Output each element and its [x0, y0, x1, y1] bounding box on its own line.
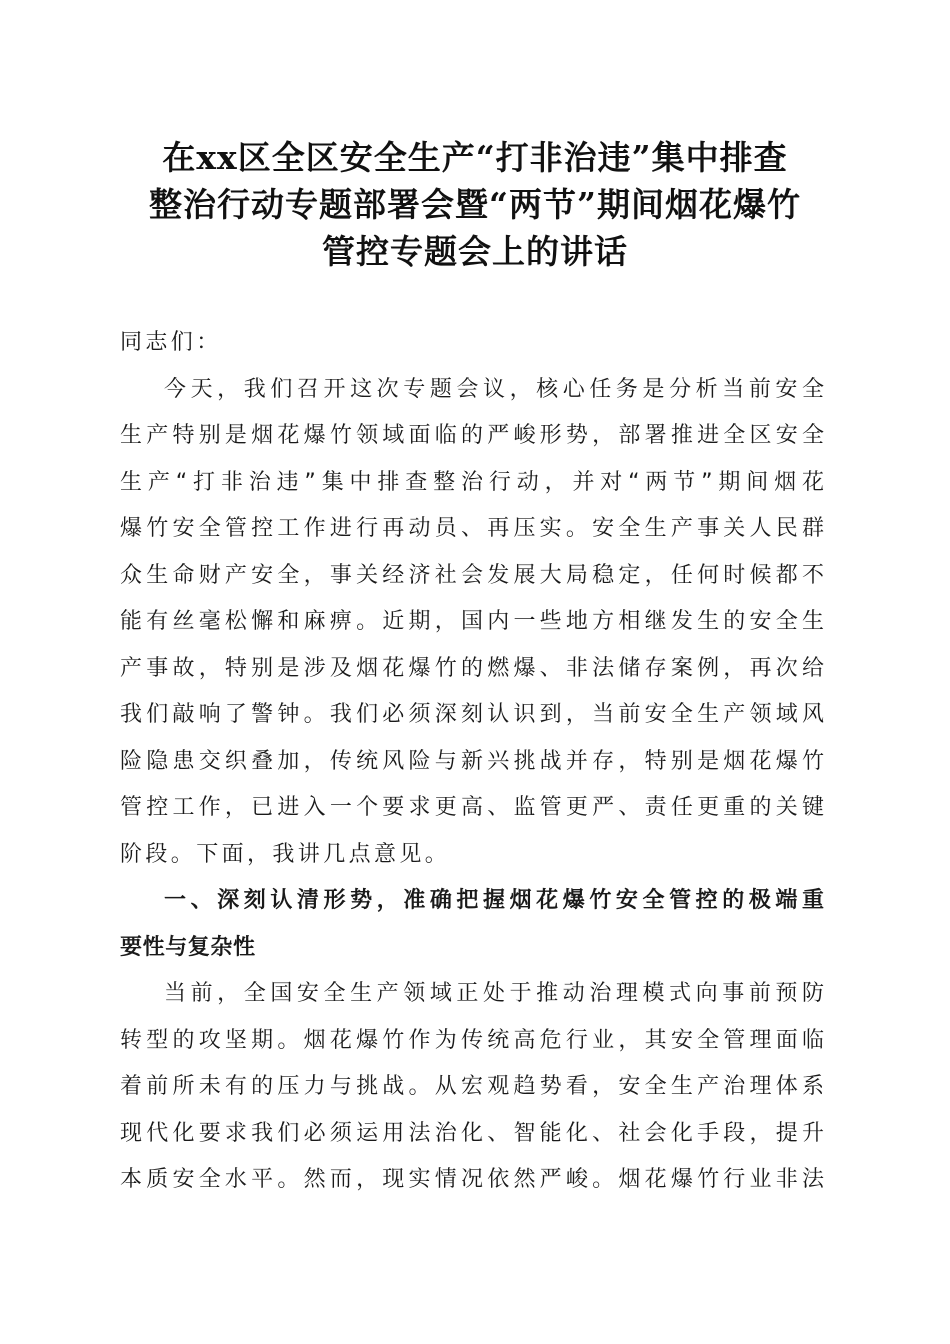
text-line: 我们敲响了警钟。我们必须深刻认识到，当前安全生产领域风: [120, 702, 824, 727]
document-body: [120, 320, 824, 1204]
title-line: 在xx区全区安全生产“打非治违”集中排查: [162, 138, 788, 177]
text-line: 本质安全水平。然而，现实情况依然严峻。烟花爆竹行业非法: [120, 1167, 824, 1192]
paragraph-intro: [120, 367, 824, 879]
text-line: 险隐患交织叠加，传统风险与新兴挑战并存，特别是烟花爆竹: [120, 748, 824, 774]
text-line: 生产特别是烟花爆竹领域面临的严峻形势，部署推进全区安全: [120, 423, 824, 448]
text-line: 阶段。下面，我讲几点意见。: [120, 841, 451, 867]
paragraph-situation: [120, 971, 824, 1204]
title-line: 整治行动专题部署会暨“两节”期间烟花爆竹: [149, 185, 801, 224]
heading-line: 一、深刻认清形势，准确把握烟花爆竹安全管控的极端重: [164, 888, 824, 913]
text-line: 着前所未有的压力与挑战。从宏观趋势看，安全生产治理体系: [120, 1074, 824, 1099]
salutation: 同志们：: [120, 330, 222, 355]
document-title: [110, 134, 840, 275]
text-line: 管控工作，已进入一个要求更高、监管更严、责任更重的关键: [120, 795, 824, 820]
text-line: 生产“打非治违”集中排查整治行动，并对“两节”期间烟花: [120, 469, 824, 495]
section-heading-1: [120, 878, 824, 971]
text-line: 爆竹安全管控工作进行再动员、再压实。安全生产事关人民群: [120, 516, 824, 541]
text-line: 当前，全国安全生产领域正处于推动治理模式向事前预防: [164, 981, 824, 1006]
heading-line: 要性与复杂性: [120, 934, 256, 960]
text-line: 产事故，特别是涉及烟花爆竹的燃爆、非法储存案例，再次给: [120, 655, 824, 681]
title-line: 管控专题会上的讲话: [322, 232, 628, 271]
text-line: 能有丝毫松懈和麻痹。近期，国内一些地方相继发生的安全生: [120, 609, 824, 634]
text-line: 现代化要求我们必须运用法治化、智能化、社会化手段，提升: [120, 1120, 824, 1146]
text-line: 今天，我们召开这次专题会议，核心任务是分析当前安全: [164, 376, 824, 402]
text-line: 众生命财产安全，事关经济社会发展大局稳定，任何时候都不: [120, 562, 824, 588]
text-line: 转型的攻坚期。烟花爆竹作为传统高危行业，其安全管理面临: [120, 1027, 824, 1053]
